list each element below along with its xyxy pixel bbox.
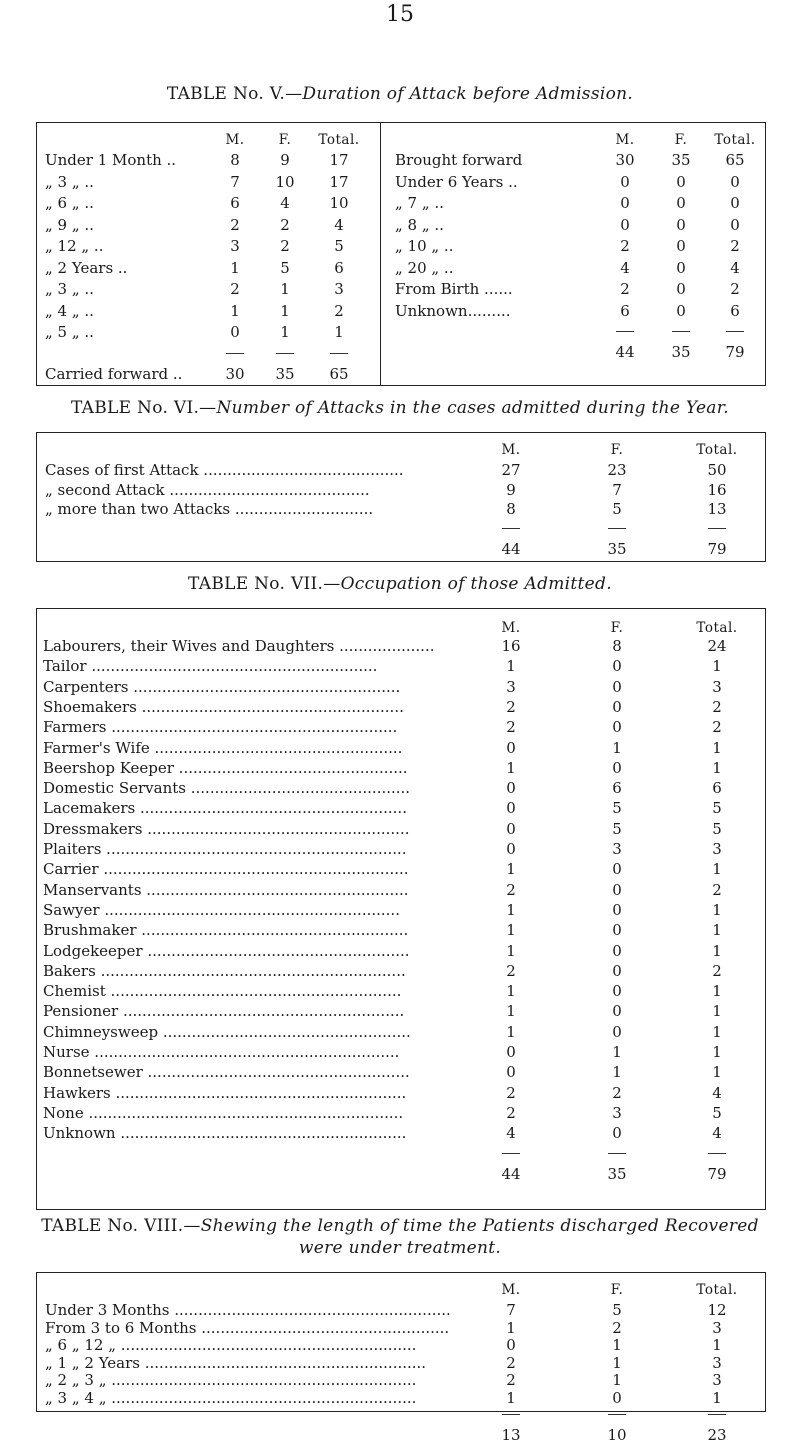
row-label: Domestic Servants ..............................................: [43, 779, 411, 798]
table8-title: [0, 1216, 800, 1236]
total-m: 30: [225, 364, 245, 383]
cell-f: 0: [612, 880, 622, 899]
row-label: „ 6 „ ..: [45, 194, 94, 212]
cell-t: 2: [712, 961, 722, 980]
cell-m: 2: [506, 718, 516, 737]
cell-t: 6: [730, 301, 740, 320]
row-label: Bonnetsewer .......................................................: [43, 1063, 410, 1082]
row-label: Chemist .............................................................: [43, 982, 402, 1001]
cell-m: 1: [506, 941, 516, 960]
cell-m: 0: [506, 1043, 516, 1061]
cell-t: 0: [730, 172, 740, 191]
table5-title-italic: Duration of Attack before Admission.: [302, 84, 634, 104]
cell-f: 23: [607, 461, 627, 479]
row-label: Tailor ............................................................: [43, 657, 378, 676]
total-rule-t: [708, 1153, 726, 1154]
cell-m: 0: [506, 1063, 516, 1082]
row-label: Cases of first Attack ..........................................: [45, 461, 404, 479]
cell-f: 35: [671, 151, 691, 169]
total-rule-m: [616, 331, 634, 332]
cell-t: 2: [334, 301, 344, 320]
row-label: From 3 to 6 Months ....................................................: [45, 1318, 450, 1337]
column-header-f: F.: [610, 1282, 624, 1298]
row-label: Carpenters ........................................................: [43, 677, 401, 696]
cell-m: 4: [620, 258, 630, 277]
total-t: 23: [707, 1426, 727, 1444]
table7-panel: [36, 608, 766, 1210]
total-rule-f: [608, 1414, 626, 1415]
row-label: „ 4 „ ..: [45, 301, 94, 320]
cell-t: 5: [712, 799, 722, 818]
cell-t: 1: [712, 1022, 722, 1041]
row-label: Lacemakers ........................................................: [43, 799, 407, 818]
row-label: Plaiters ...............................................................: [43, 840, 407, 858]
cell-t: 10: [329, 194, 349, 212]
cell-t: 16: [707, 480, 727, 499]
cell-m: 0: [506, 779, 516, 798]
cell-m: 1: [506, 1318, 516, 1337]
row-label: Sawyer ..............................................................: [43, 900, 400, 919]
total-rule-t: [330, 353, 348, 354]
cell-t: 3: [712, 1371, 722, 1389]
cell-m: 2: [620, 280, 630, 298]
total-f: 10: [607, 1426, 627, 1444]
cell-m: 2: [506, 880, 516, 899]
table6-title-italic: Number of Attacks in the cases admitted during the Year.: [216, 398, 730, 418]
table6-title-prefix: TABLE No. VI.—: [70, 398, 217, 418]
cell-m: 7: [506, 1301, 516, 1319]
row-label: „ 3 „ ..: [45, 280, 94, 298]
cell-t: 1: [712, 900, 722, 919]
cell-f: 0: [612, 921, 622, 940]
row-label: „ 12 „ ..: [45, 237, 104, 255]
column-header-m: M.: [501, 620, 521, 636]
total-rule-t: [708, 528, 726, 529]
row-label: Farmers ............................................................: [43, 718, 398, 737]
cell-t: 2: [730, 237, 740, 255]
total-rule-f: [276, 353, 294, 354]
cell-t: 0: [730, 215, 740, 234]
cell-m: 1: [506, 1388, 516, 1407]
cell-f: 5: [280, 258, 290, 277]
cell-f: 5: [612, 799, 622, 818]
cell-t: 6: [334, 258, 344, 277]
cell-t: 3: [712, 1318, 722, 1337]
cell-f: 0: [612, 677, 622, 696]
cell-m: 0: [620, 172, 630, 191]
column-header-m: M.: [225, 132, 245, 148]
cell-f: 8: [612, 637, 622, 655]
cell-t: 1: [712, 1043, 722, 1061]
cell-t: 1: [334, 323, 344, 341]
cell-m: 6: [230, 194, 240, 212]
total-t: 79: [725, 343, 745, 361]
cell-m: 1: [506, 921, 516, 940]
cell-f: 1: [612, 738, 622, 757]
total-rule-m: [226, 353, 244, 354]
cell-f: 7: [612, 480, 622, 499]
cell-f: 0: [676, 258, 686, 277]
row-label: Farmer's Wife ....................................................: [43, 738, 403, 757]
row-label: „ more than two Attacks .............................: [45, 500, 374, 518]
row-label: Hawkers .............................................................: [43, 1083, 407, 1102]
cell-t: 2: [712, 718, 722, 737]
row-label: Lodgekeeper .......................................................: [43, 941, 410, 960]
cell-m: 2: [230, 215, 240, 234]
cell-t: 3: [712, 1353, 722, 1372]
cell-m: 2: [506, 1353, 516, 1372]
row-label: „ 6 „ 12 „ ..............................................................: [45, 1336, 417, 1354]
total-m: 44: [615, 343, 635, 361]
page-number: 15: [386, 2, 414, 27]
column-header-t: Total.: [696, 442, 738, 458]
row-label: „ 20 „ ..: [395, 258, 454, 277]
cell-f: 0: [612, 900, 622, 919]
cell-f: 5: [612, 819, 622, 838]
cell-f: 1: [612, 1063, 622, 1082]
cell-t: 3: [712, 840, 722, 858]
total-rule-m: [502, 1153, 520, 1154]
column-header-t: Total.: [696, 1282, 738, 1298]
table7-title: [0, 574, 800, 594]
column-header-f: F.: [278, 132, 292, 148]
cell-m: 0: [506, 1336, 516, 1354]
cell-t: 4: [712, 1083, 722, 1102]
cell-f: 5: [612, 500, 622, 518]
total-rule-t: [708, 1414, 726, 1415]
column-header-m: M.: [501, 1282, 521, 1298]
cell-t: 5: [712, 1103, 722, 1122]
cell-m: 3: [230, 237, 240, 255]
cell-t: 1: [712, 860, 722, 879]
cell-m: 1: [506, 758, 516, 777]
cell-t: 65: [725, 151, 745, 169]
row-label: „ 10 „ ..: [395, 237, 454, 255]
cell-t: 1: [712, 1336, 722, 1354]
cell-f: 0: [676, 172, 686, 191]
table8-title-italic-line2: were under treatment.: [298, 1238, 502, 1258]
cell-t: 1: [712, 982, 722, 1001]
row-label: Manservants .......................................................: [43, 880, 409, 899]
cell-m: 4: [506, 1124, 516, 1143]
cell-f: 0: [676, 280, 686, 298]
row-label: Unknown ............................................................: [43, 1124, 407, 1143]
cell-f: 1: [280, 301, 290, 320]
total-f: 35: [275, 364, 295, 383]
cell-f: 5: [612, 1301, 622, 1319]
row-label: Unknown.........: [395, 301, 511, 320]
column-header-f: F.: [610, 442, 624, 458]
cell-f: 1: [612, 1353, 622, 1372]
cell-f: 0: [612, 961, 622, 980]
row-label: „ 3 „ ..: [45, 172, 94, 191]
row-label: Carrier ................................................................: [43, 860, 409, 879]
column-header-t: Total.: [696, 620, 738, 636]
cell-t: 24: [707, 637, 727, 655]
table7-title-prefix: TABLE No. VII.—: [188, 574, 341, 594]
row-label: „ 3 „ 4 „ ................................................................: [45, 1388, 417, 1407]
cell-f: 0: [676, 237, 686, 255]
cell-m: 1: [506, 657, 516, 676]
total-t: 79: [707, 539, 727, 558]
cell-f: 0: [612, 758, 622, 777]
cell-m: 2: [506, 697, 516, 716]
column-header-m: M.: [615, 132, 635, 148]
cell-t: 17: [329, 172, 349, 191]
cell-m: 0: [506, 738, 516, 757]
cell-f: 2: [612, 1083, 622, 1102]
cell-m: 1: [506, 1002, 516, 1021]
column-header-f: F.: [674, 132, 688, 148]
cell-m: 0: [506, 840, 516, 858]
table8-title-prefix: TABLE No. VIII.—: [41, 1216, 201, 1236]
column-header-t: Total.: [714, 132, 756, 148]
cell-f: 1: [612, 1336, 622, 1354]
cell-t: 1: [712, 738, 722, 757]
total-t: 65: [329, 364, 349, 383]
row-label: „ 8 „ ..: [395, 215, 444, 234]
cell-f: 0: [612, 657, 622, 676]
row-label: Brought forward: [395, 151, 523, 169]
cell-f: 3: [612, 840, 622, 858]
cell-f: 0: [612, 1022, 622, 1041]
total-rule-f: [672, 331, 690, 332]
cell-m: 2: [506, 1371, 516, 1389]
cell-f: 0: [612, 718, 622, 737]
total-rule-m: [502, 1414, 520, 1415]
table7-title-italic: Occupation of those Admitted.: [340, 574, 612, 594]
table6-panel: [36, 432, 766, 562]
cell-f: 0: [676, 301, 686, 320]
row-label: Labourers, their Wives and Daughters ....................: [43, 637, 435, 655]
cell-m: 2: [506, 1103, 516, 1122]
table8-title-italic: Shewing the length of time the Patients discharged Recovered: [200, 1216, 759, 1236]
column-header-m: M.: [501, 442, 521, 458]
row-label: „ 2 Years ..: [45, 258, 128, 277]
cell-f: 1: [612, 1043, 622, 1061]
cell-t: 1: [712, 941, 722, 960]
cell-t: 1: [712, 1002, 722, 1021]
total-m: 13: [501, 1426, 521, 1444]
cell-t: 1: [712, 657, 722, 676]
table5-title: [0, 84, 800, 104]
row-label: „ second Attack ..........................................: [45, 480, 370, 499]
table5-right-panel: [380, 122, 766, 386]
row-label: Under 6 Years ..: [395, 172, 518, 191]
cell-m: 2: [506, 961, 516, 980]
cell-t: 1: [712, 758, 722, 777]
cell-f: 0: [612, 860, 622, 879]
row-label: None ..................................................................: [43, 1103, 404, 1122]
row-label: „ 7 „ ..: [395, 194, 444, 212]
cell-t: 5: [334, 237, 344, 255]
row-label: „ 1 „ 2 Years ...........................................................: [45, 1353, 427, 1372]
cell-f: 1: [280, 323, 290, 341]
total-rule-f: [608, 1153, 626, 1154]
row-label: Under 3 Months ..........................................................: [45, 1301, 451, 1319]
total-rule-m: [502, 528, 520, 529]
cell-t: 2: [730, 280, 740, 298]
cell-f: 0: [612, 1002, 622, 1021]
table8-panel: [36, 1272, 766, 1444]
cell-m: 0: [506, 819, 516, 838]
row-label: Bakers ................................................................: [43, 961, 406, 980]
cell-m: 2: [506, 1083, 516, 1102]
total-f: 35: [671, 343, 691, 361]
total-f: 35: [607, 1164, 627, 1183]
column-header-t: Total.: [318, 132, 360, 148]
cell-f: 3: [612, 1103, 622, 1122]
cell-t: 1: [712, 921, 722, 940]
total-t: 79: [707, 1164, 727, 1183]
cell-f: 1: [612, 1371, 622, 1389]
cell-t: 2: [712, 880, 722, 899]
row-label: Brushmaker ........................................................: [43, 921, 409, 940]
cell-m: 1: [230, 301, 240, 320]
cell-f: 0: [612, 1388, 622, 1407]
cell-f: 2: [280, 215, 290, 234]
cell-m: 7: [230, 172, 240, 191]
cell-f: 0: [612, 982, 622, 1001]
cell-m: 1: [506, 1022, 516, 1041]
row-label: Beershop Keeper ................................................: [43, 758, 408, 777]
cell-t: 2: [712, 697, 722, 716]
cell-f: 6: [612, 779, 622, 798]
row-label: Dressmakers .......................................................: [43, 819, 410, 838]
cell-f: 9: [280, 151, 290, 169]
cell-f: 0: [676, 194, 686, 212]
row-label: From Birth ......: [395, 280, 513, 298]
cell-m: 0: [620, 215, 630, 234]
cell-m: 1: [506, 900, 516, 919]
cell-t: 0: [730, 194, 740, 212]
cell-f: 2: [280, 237, 290, 255]
cell-m: 16: [501, 637, 521, 655]
total-m: 44: [501, 539, 521, 558]
cell-t: 4: [334, 215, 344, 234]
total-m: 44: [501, 1164, 521, 1183]
cell-f: 0: [612, 1124, 622, 1143]
cell-t: 3: [712, 677, 722, 696]
cell-m: 2: [230, 280, 240, 298]
cell-m: 30: [615, 151, 635, 169]
cell-t: 12: [707, 1301, 727, 1319]
total-rule-f: [608, 528, 626, 529]
column-header-f: F.: [610, 620, 624, 636]
cell-t: 3: [334, 280, 344, 298]
row-label: „ 5 „ ..: [45, 323, 94, 341]
cell-m: 0: [230, 323, 240, 341]
cell-f: 0: [612, 697, 622, 716]
cell-t: 50: [707, 461, 727, 479]
cell-t: 5: [712, 819, 722, 838]
cell-m: 1: [230, 258, 240, 277]
cell-m: 8: [230, 151, 240, 169]
cell-m: 1: [506, 982, 516, 1001]
table5-left-panel: [36, 122, 381, 386]
cell-f: 10: [275, 172, 295, 191]
total-label: Carried forward ..: [45, 364, 183, 383]
cell-t: 4: [730, 258, 740, 277]
cell-t: 6: [712, 779, 722, 798]
table8-title-line2: [0, 1238, 800, 1258]
row-label: Pensioner ...........................................................: [43, 1002, 405, 1021]
row-label: Under 1 Month ..: [45, 151, 177, 169]
cell-t: 1: [712, 1063, 722, 1082]
cell-m: 9: [506, 480, 516, 499]
cell-m: 1: [506, 860, 516, 879]
row-label: „ 9 „ ..: [45, 215, 94, 234]
cell-m: 6: [620, 301, 630, 320]
cell-f: 4: [280, 194, 290, 212]
cell-m: 8: [506, 500, 516, 518]
total-rule-t: [726, 331, 744, 332]
cell-t: 4: [712, 1124, 722, 1143]
row-label: Chimneysweep ....................................................: [43, 1022, 411, 1041]
cell-m: 3: [506, 677, 516, 696]
cell-t: 13: [707, 500, 727, 518]
total-f: 35: [607, 539, 627, 558]
cell-m: 2: [620, 237, 630, 255]
cell-t: 17: [329, 151, 349, 169]
table6-title: [0, 398, 800, 418]
cell-f: 0: [676, 215, 686, 234]
row-label: Shoemakers .......................................................: [43, 697, 404, 716]
cell-m: 27: [501, 461, 521, 479]
cell-f: 2: [612, 1318, 622, 1337]
cell-f: 0: [612, 941, 622, 960]
cell-f: 1: [280, 280, 290, 298]
cell-t: 1: [712, 1388, 722, 1407]
cell-m: 0: [506, 799, 516, 818]
row-label: Nurse ................................................................: [43, 1043, 400, 1061]
cell-m: 0: [620, 194, 630, 212]
row-label: „ 2 „ 3 „ ................................................................: [45, 1371, 417, 1389]
table5-title-prefix: TABLE No. V.—: [166, 84, 303, 104]
